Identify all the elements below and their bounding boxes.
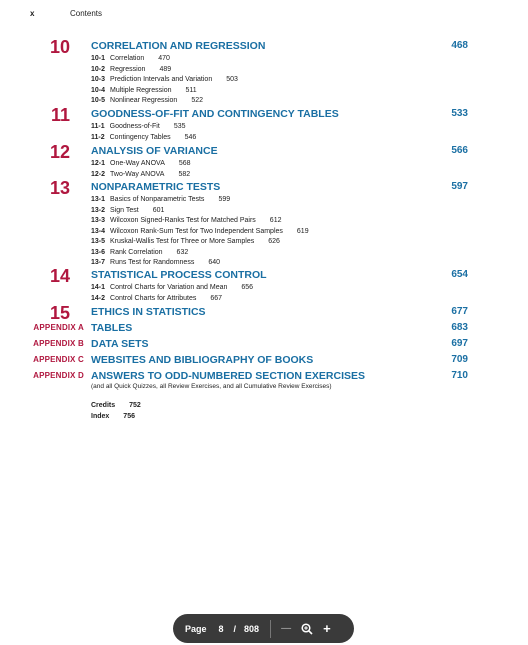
- zoom-out-button[interactable]: [281, 622, 291, 635]
- end-matter-title: Index: [91, 413, 110, 420]
- chapter-page-number: 654: [451, 269, 468, 280]
- section-number: 13-6: [91, 248, 106, 256]
- section-entry[interactable]: [91, 170, 190, 179]
- chapter-number: 13: [49, 178, 70, 198]
- chapter-number: 15: [49, 303, 70, 323]
- appendix-d-note: (and all Quick Quizzes, all Review Exercises, and all Cumulative Review Exercises): [91, 383, 332, 390]
- section-number: 13-7: [91, 259, 106, 266]
- section-title: Rank Correlation: [110, 248, 163, 256]
- page-separator: /: [233, 623, 237, 634]
- section-entry[interactable]: [91, 216, 281, 225]
- section-title: Kruskal-Wallis Test for Three or More Samples: [110, 238, 255, 245]
- section-number: 10-4: [91, 86, 106, 94]
- page-running-title: Contents: [70, 9, 103, 18]
- appendix-title-link[interactable]: TABLES: [91, 322, 133, 334]
- section-title: Nonlinear Regression: [110, 97, 178, 104]
- plus-icon: +: [323, 621, 331, 636]
- section-entry[interactable]: [91, 206, 164, 215]
- section-title: Multiple Regression: [110, 86, 172, 94]
- section-page-number: 656: [241, 284, 254, 291]
- section-page-number: 568: [178, 160, 191, 167]
- section-entry[interactable]: [91, 283, 253, 292]
- section-number: 10-5: [91, 97, 106, 104]
- section-number: 10-1: [91, 55, 106, 62]
- chapter-number: 11: [50, 105, 70, 125]
- section-page-number: 667: [210, 294, 223, 302]
- chapter-title-link[interactable]: NONPARAMETRIC TESTS: [91, 181, 221, 193]
- section-page-number: 619: [296, 227, 309, 235]
- section-entry[interactable]: [91, 237, 280, 246]
- section-title: Contingency Tables: [109, 133, 171, 141]
- section-title: One-Way ANOVA: [110, 160, 165, 167]
- section-entry[interactable]: [91, 86, 197, 95]
- end-matter-entry[interactable]: [91, 402, 141, 409]
- zoom-fit-button[interactable]: [301, 623, 313, 635]
- section-page-number: 612: [269, 217, 282, 224]
- appendix-page-number: 710: [451, 370, 468, 381]
- section-page-number: 489: [159, 65, 172, 73]
- end-matter-page-number: 752: [129, 402, 141, 409]
- chapter-page-number: 468: [451, 40, 468, 51]
- page-header: [30, 9, 103, 18]
- toolbar-divider: [270, 620, 271, 638]
- section-title: Control Charts for Attributes: [110, 294, 197, 302]
- chapter-number: 14: [49, 266, 70, 286]
- total-pages: 808: [244, 623, 260, 634]
- section-number: 10-2: [91, 65, 106, 73]
- section-title: Goodness-of-Fit: [109, 123, 160, 130]
- appendix-page-number: 683: [451, 322, 468, 333]
- section-title: Basics of Nonparametric Tests: [110, 196, 205, 203]
- chapter-number: 12: [49, 142, 70, 162]
- chapter-title-link[interactable]: STATISTICAL PROCESS CONTROL: [91, 269, 267, 281]
- section-page-number: 503: [226, 76, 238, 83]
- section-entry[interactable]: [91, 75, 238, 84]
- chapter-page-number: 597: [451, 181, 468, 192]
- end-matter-page-number: 756: [123, 413, 135, 420]
- appendix-title-link[interactable]: ANSWERS TO ODD-NUMBERED SECTION EXERCISES: [91, 370, 365, 382]
- appendix-label: APPENDIX D: [33, 371, 84, 380]
- current-page-input[interactable]: 8: [218, 623, 224, 634]
- section-entry[interactable]: [91, 54, 170, 63]
- section-page-number: 626: [268, 238, 280, 245]
- section-entry[interactable]: [91, 227, 309, 236]
- section-entry[interactable]: [91, 122, 186, 131]
- section-entry[interactable]: [91, 159, 191, 168]
- end-matter-entry[interactable]: [91, 413, 135, 420]
- section-title: Control Charts for Variation and Mean: [110, 284, 228, 291]
- section-page-number: 470: [158, 55, 170, 62]
- section-page-number: 640: [208, 259, 221, 266]
- end-matter-title: Credits: [91, 402, 116, 409]
- zoom-in-button[interactable]: [323, 622, 331, 635]
- section-page-number: 599: [218, 196, 231, 203]
- pdf-viewer-toolbar: [173, 614, 354, 643]
- section-title: Sign Test: [110, 206, 139, 214]
- section-title: Correlation: [110, 55, 145, 62]
- section-entry[interactable]: [91, 248, 188, 257]
- section-number: 13-1: [91, 196, 106, 203]
- section-number: 13-5: [91, 238, 106, 245]
- section-page-number: 522: [191, 97, 204, 104]
- appendix-label: APPENDIX B: [33, 339, 84, 348]
- section-page-number: 535: [173, 123, 186, 130]
- chapter-title-link[interactable]: ANALYSIS OF VARIANCE: [91, 145, 218, 157]
- chapter-page-number: 533: [451, 108, 468, 119]
- chapter-page-number: 677: [451, 306, 468, 317]
- section-number: 13-3: [91, 217, 106, 224]
- section-entry[interactable]: [91, 65, 171, 74]
- section-page-number: 511: [185, 86, 197, 94]
- section-number: 12-2: [91, 170, 106, 178]
- section-entry[interactable]: [91, 195, 230, 204]
- chapter-number: 10: [49, 37, 70, 57]
- section-number: 14-2: [91, 294, 106, 302]
- appendix-label: APPENDIX A: [33, 323, 84, 332]
- appendix-page-number: 709: [451, 354, 468, 365]
- section-number: 12-1: [91, 160, 106, 167]
- page-label: Page: [185, 623, 207, 634]
- section-page-number: 632: [176, 248, 189, 256]
- appendix-title-link[interactable]: WEBSITES AND BIBLIOGRAPHY OF BOOKS: [91, 354, 314, 366]
- section-entry[interactable]: [91, 258, 220, 267]
- appendix-label: APPENDIX C: [33, 355, 84, 364]
- section-entry[interactable]: [91, 294, 222, 303]
- section-number: 14-1: [91, 284, 106, 291]
- section-title: Two-Way ANOVA: [110, 170, 165, 178]
- section-entry[interactable]: [91, 133, 196, 142]
- section-page-number: 601: [152, 206, 165, 214]
- section-title: Regression: [110, 65, 146, 73]
- appendix-page-number: 697: [451, 338, 468, 349]
- section-number: 10-3: [91, 76, 106, 83]
- page-roman-numeral: x: [30, 9, 35, 18]
- appendix-title-link[interactable]: DATA SETS: [91, 338, 149, 350]
- section-page-number: 582: [178, 170, 191, 178]
- chapter-title-link[interactable]: GOODNESS-OF-FIT AND CONTINGENCY TABLES: [91, 108, 339, 120]
- section-title: Runs Test for Randomness: [110, 259, 195, 266]
- section-number: 13-4: [91, 227, 106, 235]
- section-title: Wilcoxon Rank-Sum Test for Two Independent Samples: [110, 227, 283, 235]
- chapter-page-number: 566: [451, 145, 468, 156]
- chapter-title-link[interactable]: ETHICS IN STATISTICS: [91, 306, 206, 318]
- section-title: Prediction Intervals and Variation: [110, 76, 213, 83]
- section-number: 11-1: [91, 123, 105, 130]
- chapter-title-link[interactable]: CORRELATION AND REGRESSION: [91, 40, 266, 52]
- zoom-out-icon: —: [281, 623, 292, 634]
- section-entry[interactable]: [91, 96, 203, 105]
- section-page-number: 546: [184, 133, 197, 141]
- section-number: 13-2: [91, 206, 106, 214]
- section-number: 11-2: [91, 133, 105, 141]
- section-title: Wilcoxon Signed-Ranks Test for Matched Pairs: [110, 217, 256, 224]
- magnifier-icon: [301, 623, 313, 635]
